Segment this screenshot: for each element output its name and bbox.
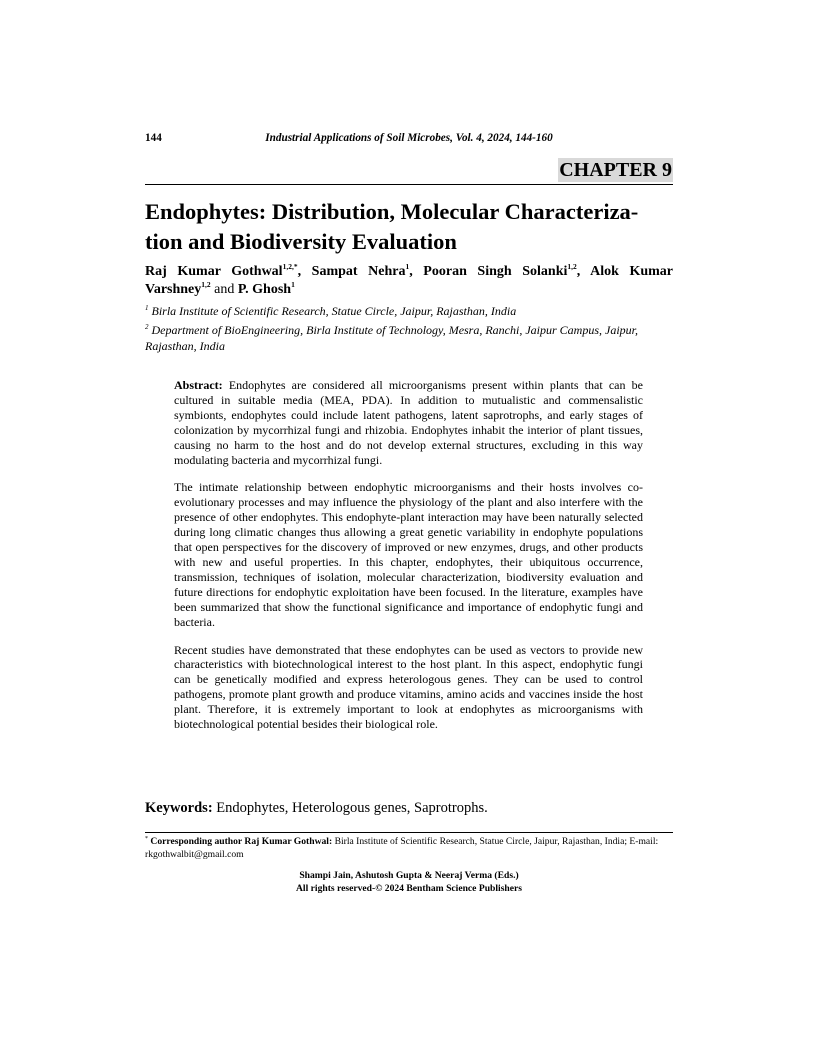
title-line-1: Endophytes: Distribution, Molecular Characteriza- xyxy=(145,199,639,224)
footnote-label: Corresponding author Raj Kumar Gothwal: xyxy=(150,836,333,847)
author-name: Pooran Singh Solanki xyxy=(423,264,568,279)
abstract-paragraph xyxy=(174,378,643,467)
keywords xyxy=(145,799,673,817)
author-name: Raj Kumar Gothwal xyxy=(145,264,283,279)
journal-reference: Industrial Applications of Soil Microbes, Vol. 4, 2024, 144-160 xyxy=(265,132,553,144)
title-line-2: tion and Biodiversity Evaluation xyxy=(145,229,457,254)
author-name: Sampat Nehra xyxy=(311,264,406,279)
editors-block xyxy=(145,870,673,895)
author-name: Alok Kumar Varshney xyxy=(145,264,673,297)
affiliation-text: Department of BioEngineering, Birla Institute of Technology, Mesra, Ranchi, Jaipur Campus, Jaipur, Rajasthan, India xyxy=(145,323,639,353)
editors-line: Shampi Jain, Ashutosh Gupta & Neeraj Verma (Eds.) xyxy=(299,870,519,881)
chapter-title xyxy=(145,197,673,257)
author-affiliation-mark: 1,2 xyxy=(201,280,211,289)
corresponding-author-footnote xyxy=(145,836,673,861)
running-header xyxy=(145,132,673,148)
affiliation-text: Birla Institute of Scientific Research, Statue Circle, Jaipur, Rajasthan, India xyxy=(151,304,517,318)
affiliation xyxy=(145,322,673,354)
author-conjunction: and xyxy=(214,282,235,297)
abstract-label: Abstract: xyxy=(174,378,223,392)
affiliation-mark: 1 xyxy=(145,304,149,312)
chapter-label: CHAPTER 9 xyxy=(559,159,672,181)
author-affiliation-mark: 1 xyxy=(291,280,295,289)
abstract-text: Endophytes are considered all microorganisms present within plants that can be cultured in suitable media (MEA, PDA). In addition to mutualistic and commensalistic symbionts, endophytes could include latent pathogens, latent saprotrophs, and early stages of colonization by mycorrhizal fungi and rhizobia. Endophytes inhabit the interior of plant tissues, causing no harm to the host and do not develop external structures, excluding in this way modulating bacteria and mycorrhizal fungi. xyxy=(174,378,644,467)
footnote-text: Birla Institute of Scientific Research, Statue Circle, Jaipur, Rajasthan, India; E-mail: rkgothwalbit@gmail.com xyxy=(145,836,659,860)
abstract xyxy=(174,378,643,745)
copyright-line: All rights reserved-© 2024 Bentham Science Publishers xyxy=(295,882,523,894)
author-list: Raj Kumar Gothwal$^{1,2,*}$, Sampat Nehra$^1$, Pooran Singh Solanki$^{1,2}$, Alok Kumar Varshney$^{1,2}$ and P. Ghosh$^1$ xyxy=(145,262,673,297)
page-number: 144 xyxy=(145,132,162,144)
author-affiliation-mark: 1 xyxy=(405,262,410,271)
footnote-divider xyxy=(145,832,673,833)
abstract-paragraph: The intimate relationship between endophytic microorganisms and their hosts involves co-evolutionary processes and may influence the physiology of the plant and also interfere with the presence of other endophytes. This endophyte-plant interaction may have been naturally selected during long climatic changes thus allowing a great genetic variability in endophyte populations that open perspectives for the discovery of improved or new enzymes, drugs, and other products with new and useful properties. In this chapter, endophytes, their ubiquitous occurrence, transmission, techniques of isolation, molecular characterization, biodiversity evaluation and future directions for endophytic exploitation have been focused. In the literature, examples have been summarized that show the functional significance and importance of endophytic fungi and bacteria. xyxy=(174,480,643,629)
affiliation-mark: 2 xyxy=(145,323,149,331)
author-affiliation-mark: 1,2 xyxy=(567,262,577,271)
author-name: P. Ghosh xyxy=(237,282,292,297)
affiliation xyxy=(145,303,673,319)
keywords-label: Keywords: xyxy=(145,800,213,816)
chapter-heading xyxy=(145,158,673,185)
author-affiliation-mark: 1,2,* xyxy=(282,262,298,271)
footnote-mark: * xyxy=(145,836,148,842)
keywords-text: Endophytes, Heterologous genes, Saprotrophs. xyxy=(216,800,488,816)
abstract-paragraph: Recent studies have demonstrated that these endophytes can be used as vectors to provide new characteristics with biotechnological interest to the host plant. In this aspect, endophytic fungi can be genetically modified and express heterologous genes. They can be used to control pathogens, promote plant growth and produce vitamins, amino acids and vaccines inside the host plant. Therefore, it is extremely important to look at endophytes as microorganisms with biotechnological potential besides their biological role. xyxy=(174,642,643,732)
